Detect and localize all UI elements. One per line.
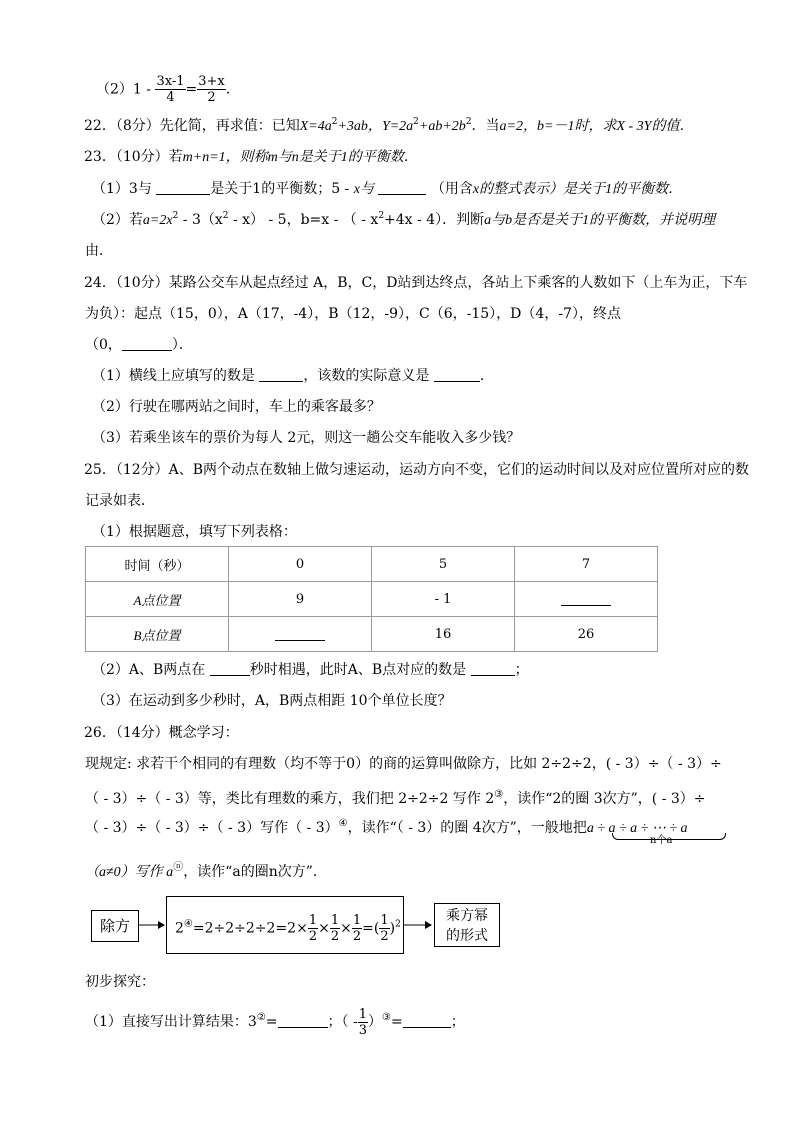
- arrow-2: [403, 918, 433, 932]
- answer-blank[interactable]: [278, 1013, 328, 1028]
- q24-line1: 24．（10分）某路公交车从起点经过 A，B，C，D站到达终点，各站上下乘客的人数如下（上车为正，下车: [84, 275, 748, 291]
- answer-blank[interactable]: [403, 1013, 451, 1028]
- table-row: B点位置 16 26: [86, 617, 658, 652]
- answer-blank[interactable]: [259, 367, 303, 382]
- q26-explore: 初步探究：: [85, 974, 155, 990]
- q25-line1: 25．（12分）A、B两个动点在数轴上做匀速运动，运动方向不变，它们的运动时间以及对应位置所对应的数: [84, 462, 750, 478]
- q21-fraction-2: $\frac{3+x}{2}$: [198, 74, 225, 105]
- q21-label: （2）1 -: [96, 81, 151, 98]
- q26-explore-1: （1）直接写出计算结果：3②= ；（ - $\frac{1}{3}$ ）③= ；: [85, 1006, 465, 1038]
- q25-part1: （1）根据题意，填写下列表格：: [92, 524, 297, 540]
- answer-blank[interactable]: [561, 591, 611, 606]
- q22: 22．（8分）先化简，再求值：已知$X=4a^2+3ab$，$Y=2a^2+ab+2b^2$．当a=2，b=－1时，求X - 3Y的值．: [84, 117, 694, 134]
- q24-line3: （0， ）．: [85, 337, 193, 353]
- diagram-mid-box: 2④=2÷2÷2÷2=2× $\frac{1}{2}$ × $\frac{1}{2}$ × $\frac{1}{2}$ =( $\frac{1}{2}$ )$^2$: [166, 896, 404, 954]
- answer-blank[interactable]: [471, 661, 515, 676]
- q26-title: 26．（14分）概念学习：: [84, 725, 239, 741]
- q23-part1: （1）3与 是关于1的平衡数；5 - x与 （用含x的整式表示）是关于1的平衡数．: [92, 181, 683, 197]
- q24-part1: （1）横线上应填写的数是 ，该数的实际意义是 ．: [92, 368, 494, 384]
- q24-line2: 为负）：起点（15，0），A（17，-4），B（12，-9），C（6，-15），D（4，-7），终点: [85, 306, 621, 322]
- answer-blank[interactable]: [275, 626, 325, 641]
- q25-line2: 记录如表．: [85, 493, 155, 509]
- answer-blank[interactable]: [378, 180, 426, 195]
- q26-def-line1: 现规定: 求若干个相同的有理数（均不等于0）的商的运算叫做除方，比如 2÷2÷2，( - 3）÷（ - 3）÷: [85, 756, 722, 772]
- q23-part2: （2）若$a=2x^2 - 3(x^2 - x) - 5$，b=x - （ - $x^2+4x - 4$）．判断a与b是否是关于1的平衡数，并说明理: [92, 211, 716, 228]
- q21-part2: （2）1 - $\frac{3x-1}{4}$ = $\frac{3+x}{2}$ .: [96, 74, 231, 105]
- answer-blank[interactable]: [434, 367, 480, 382]
- motion-table: [85, 546, 658, 652]
- q25-part2: （2）A、B两点在 秒时相遇，此时A、B点对应的数是 ；: [92, 662, 529, 678]
- q25-part3: （3）在运动到多少秒时，A，B两点相距 10个单位长度？: [92, 693, 452, 709]
- q23-part2-cont: 由．: [85, 243, 113, 259]
- table-row: A点位置 9 - 1: [86, 582, 658, 617]
- answer-blank[interactable]: [156, 180, 210, 195]
- q24-part2: （2）行驶在哪两站之间时，车上的乘客最多？: [92, 399, 381, 415]
- answer-blank[interactable]: [210, 661, 250, 676]
- diagram-left-box: 除方: [91, 910, 139, 942]
- division-chain: a ÷ a ÷ a ÷ ⋯ ÷ a: [586, 821, 688, 836]
- q21-fraction-1: $\frac{3x-1}{4}$: [156, 74, 185, 105]
- underbrace-label: n个a: [650, 835, 673, 846]
- q26-def-line2: （ - 3）÷（ - 3）等，类比有理数的乘方，我们把 2÷2÷2 写作 2③，读作“2的圈 3次方”，( - 3）÷: [85, 789, 706, 807]
- diagram-right-box: 乘方幂 的形式: [434, 903, 500, 947]
- q23-title: 23．（10分）若m+n=1，则称m与n是关于1的平衡数．: [84, 149, 418, 165]
- arrow-1: [138, 918, 166, 932]
- table-row: 时间（秒） 0 5 7: [86, 547, 658, 582]
- q26-def-line3: （ - 3）÷（ - 3）÷（ - 3）写作（ - 3）④，读作“（ - 3）的圈 4次方”，一般地把a ÷ a ÷ a ÷ ⋯ ÷ a: [85, 818, 688, 836]
- answer-blank[interactable]: [122, 336, 172, 351]
- q24-part3: （3）若乘坐该车的票价为每人 2元，则这一趟公交车能收入多少钱？: [92, 430, 521, 446]
- q26-def-line4: （a≠0）写作 aⓝ，读作“a的圈n次方”．: [85, 862, 327, 880]
